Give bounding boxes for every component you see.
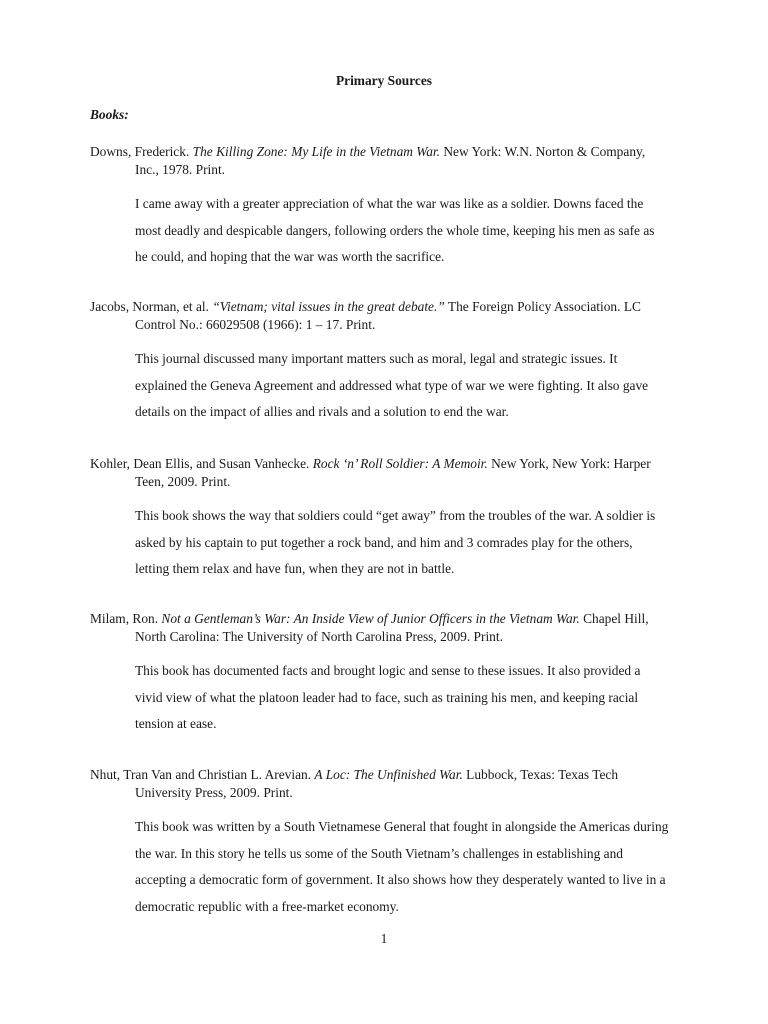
citation-title: “Vietnam; vital issues in the great debate.” [212, 299, 445, 314]
citation-author: Nhut, Tran Van and Christian L. Arevian. [90, 767, 315, 782]
citation-title: A Loc: The Unfinished War. [314, 767, 463, 782]
citation-author: Jacobs, Norman, et al. [90, 299, 213, 314]
citation [90, 143, 670, 178]
citation-title: Rock ‘n’ Roll Soldier: A Memoir. [312, 456, 488, 471]
citation-author: Milam, Ron. [90, 611, 162, 626]
citation-title: Not a Gentleman’s War: An Inside View of Junior Officers in the Vietnam War. [161, 611, 580, 626]
annotation-text: I came away with a greater appreciation of what the war was like as a soldier. Downs faced the most deadly and despicable dangers, following orders the whole time, keeping his men as safe as he could, and hoping that the war was worth the sacrifice. [135, 196, 655, 264]
citation-publication: New York, New York: Harper Teen, 2009. Print. [135, 456, 651, 489]
citation-author: Downs, Frederick. [90, 144, 193, 159]
citation-publication: The Foreign Policy Association. LC Control No.: 66029508 (1966): 1 – 17. Print. [135, 299, 641, 332]
annotation-text: This journal discussed many important matters such as moral, legal and strategic issues. It explained the Geneva Agreement and addressed what type of war we were fighting. It also gave details on the impact of allies and rivals and a solution to end the war. [135, 351, 649, 419]
section-label-books: Books: [90, 107, 129, 122]
citation-title: The Killing Zone: My Life in the Vietnam War. [192, 144, 440, 159]
citation [90, 766, 670, 801]
bibliography-entry [90, 455, 670, 583]
annotation-text: This book shows the way that soldiers could “get away” from the troubles of the war. A soldier is asked by his captain to put together a rock band, and him and 3 comrades play for the others, letting them relax and have fun, when they are not in battle. [135, 508, 656, 576]
page-title: Primary Sources [335, 73, 433, 88]
citation-publication: Chapel Hill, North Carolina: The University of North Carolina Press, 2009. Print. [135, 611, 649, 644]
annotation-text: This book was written by a South Vietnamese General that fought in alongside the Americas during the war. In this story he tells us some of the South Vietnam’s challenges in establishing and accepting a democratic form of government. It also shows how they desperately wanted to live in a democratic republic with a free-market economy. [135, 819, 669, 914]
bibliography-entry [90, 143, 670, 271]
annotation-text: This book has documented facts and brought logic and sense to these issues. It also provided a vivid view of what the platoon leader had to face, such as training his men, and keeping racial tension at ease. [135, 663, 641, 731]
citation-publication: New York: W.N. Norton & Company, Inc., 1978. Print. [135, 144, 646, 177]
citation-author: Kohler, Dean Ellis, and Susan Vanhecke. [90, 456, 313, 471]
citation [90, 455, 670, 490]
citation [90, 610, 670, 645]
bibliography-entry [90, 766, 670, 920]
citation [90, 298, 670, 333]
bibliography-entry [90, 298, 670, 426]
bibliography-entry [90, 610, 670, 738]
page-number: 1 [380, 931, 388, 946]
citation-publication: Lubbock, Texas: Texas Tech University Press, 2009. Print. [135, 767, 619, 800]
